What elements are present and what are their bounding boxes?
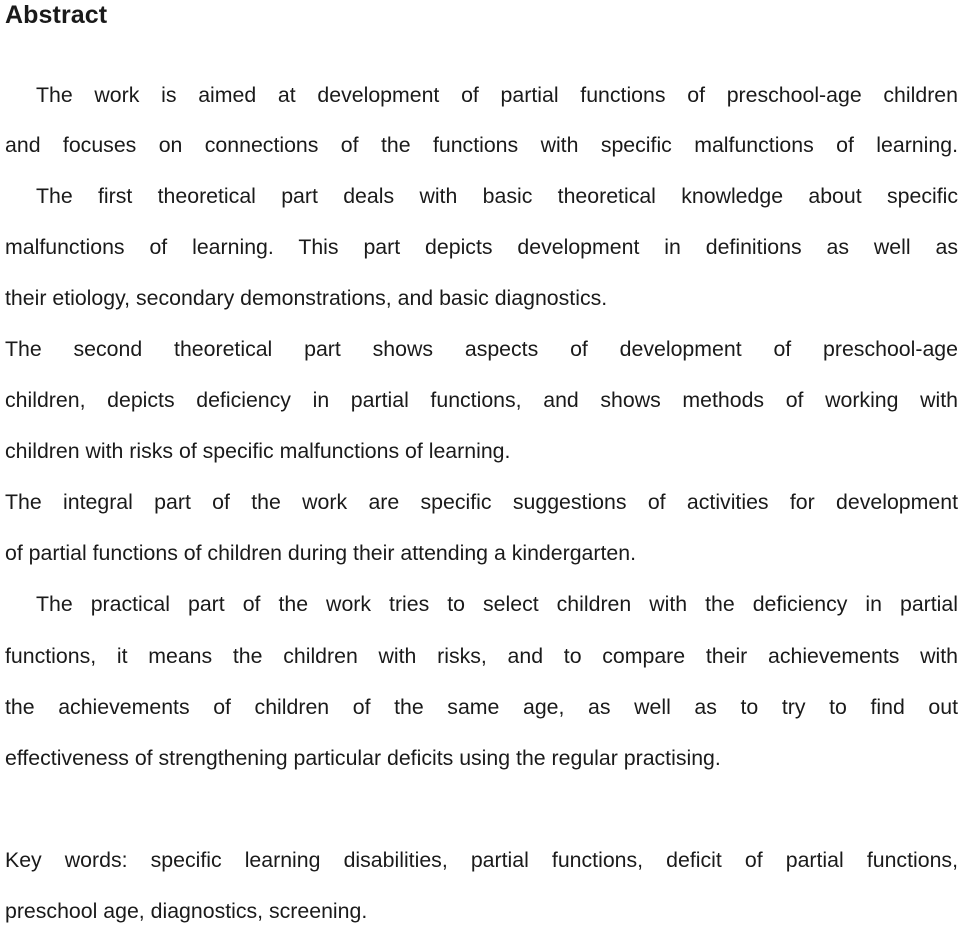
abstract-line: The second theoretical part shows aspects of development of preschool-age — [5, 337, 958, 361]
abstract-line: functions, it means the children with risks, and to compare their achievements with — [5, 644, 958, 668]
abstract-line: and focuses on connections of the functions with specific malfunctions of learning. — [5, 133, 958, 157]
keywords-line: preschool age, diagnostics, screening. — [5, 899, 368, 923]
abstract-line: the achievements of children of the same age, as well as to try to find out — [5, 695, 958, 719]
abstract-line: The practical part of the work tries to select children with the deficiency in partial — [36, 592, 958, 616]
abstract-line: The first theoretical part deals with basic theoretical knowledge about specific — [36, 184, 958, 208]
keywords-line: Key words: specific learning disabilities, partial functions, deficit of partial functions, — [5, 848, 958, 872]
abstract-line: children, depicts deficiency in partial functions, and shows methods of working with — [5, 388, 958, 412]
abstract-line: malfunctions of learning. This part depicts development in definitions as well as — [5, 235, 958, 259]
abstract-heading: Abstract — [5, 1, 108, 29]
abstract-line: children with risks of specific malfunctions of learning. — [5, 439, 511, 463]
abstract-line: effectiveness of strengthening particular deficits using the regular practising. — [5, 746, 721, 770]
abstract-line: The integral part of the work are specific suggestions of activities for development — [5, 490, 958, 514]
abstract-line: of partial functions of children during their attending a kindergarten. — [5, 541, 637, 565]
abstract-line: The work is aimed at development of partial functions of preschool-age children — [36, 83, 958, 107]
abstract-line: their etiology, secondary demonstrations, and basic diagnostics. — [5, 286, 608, 310]
